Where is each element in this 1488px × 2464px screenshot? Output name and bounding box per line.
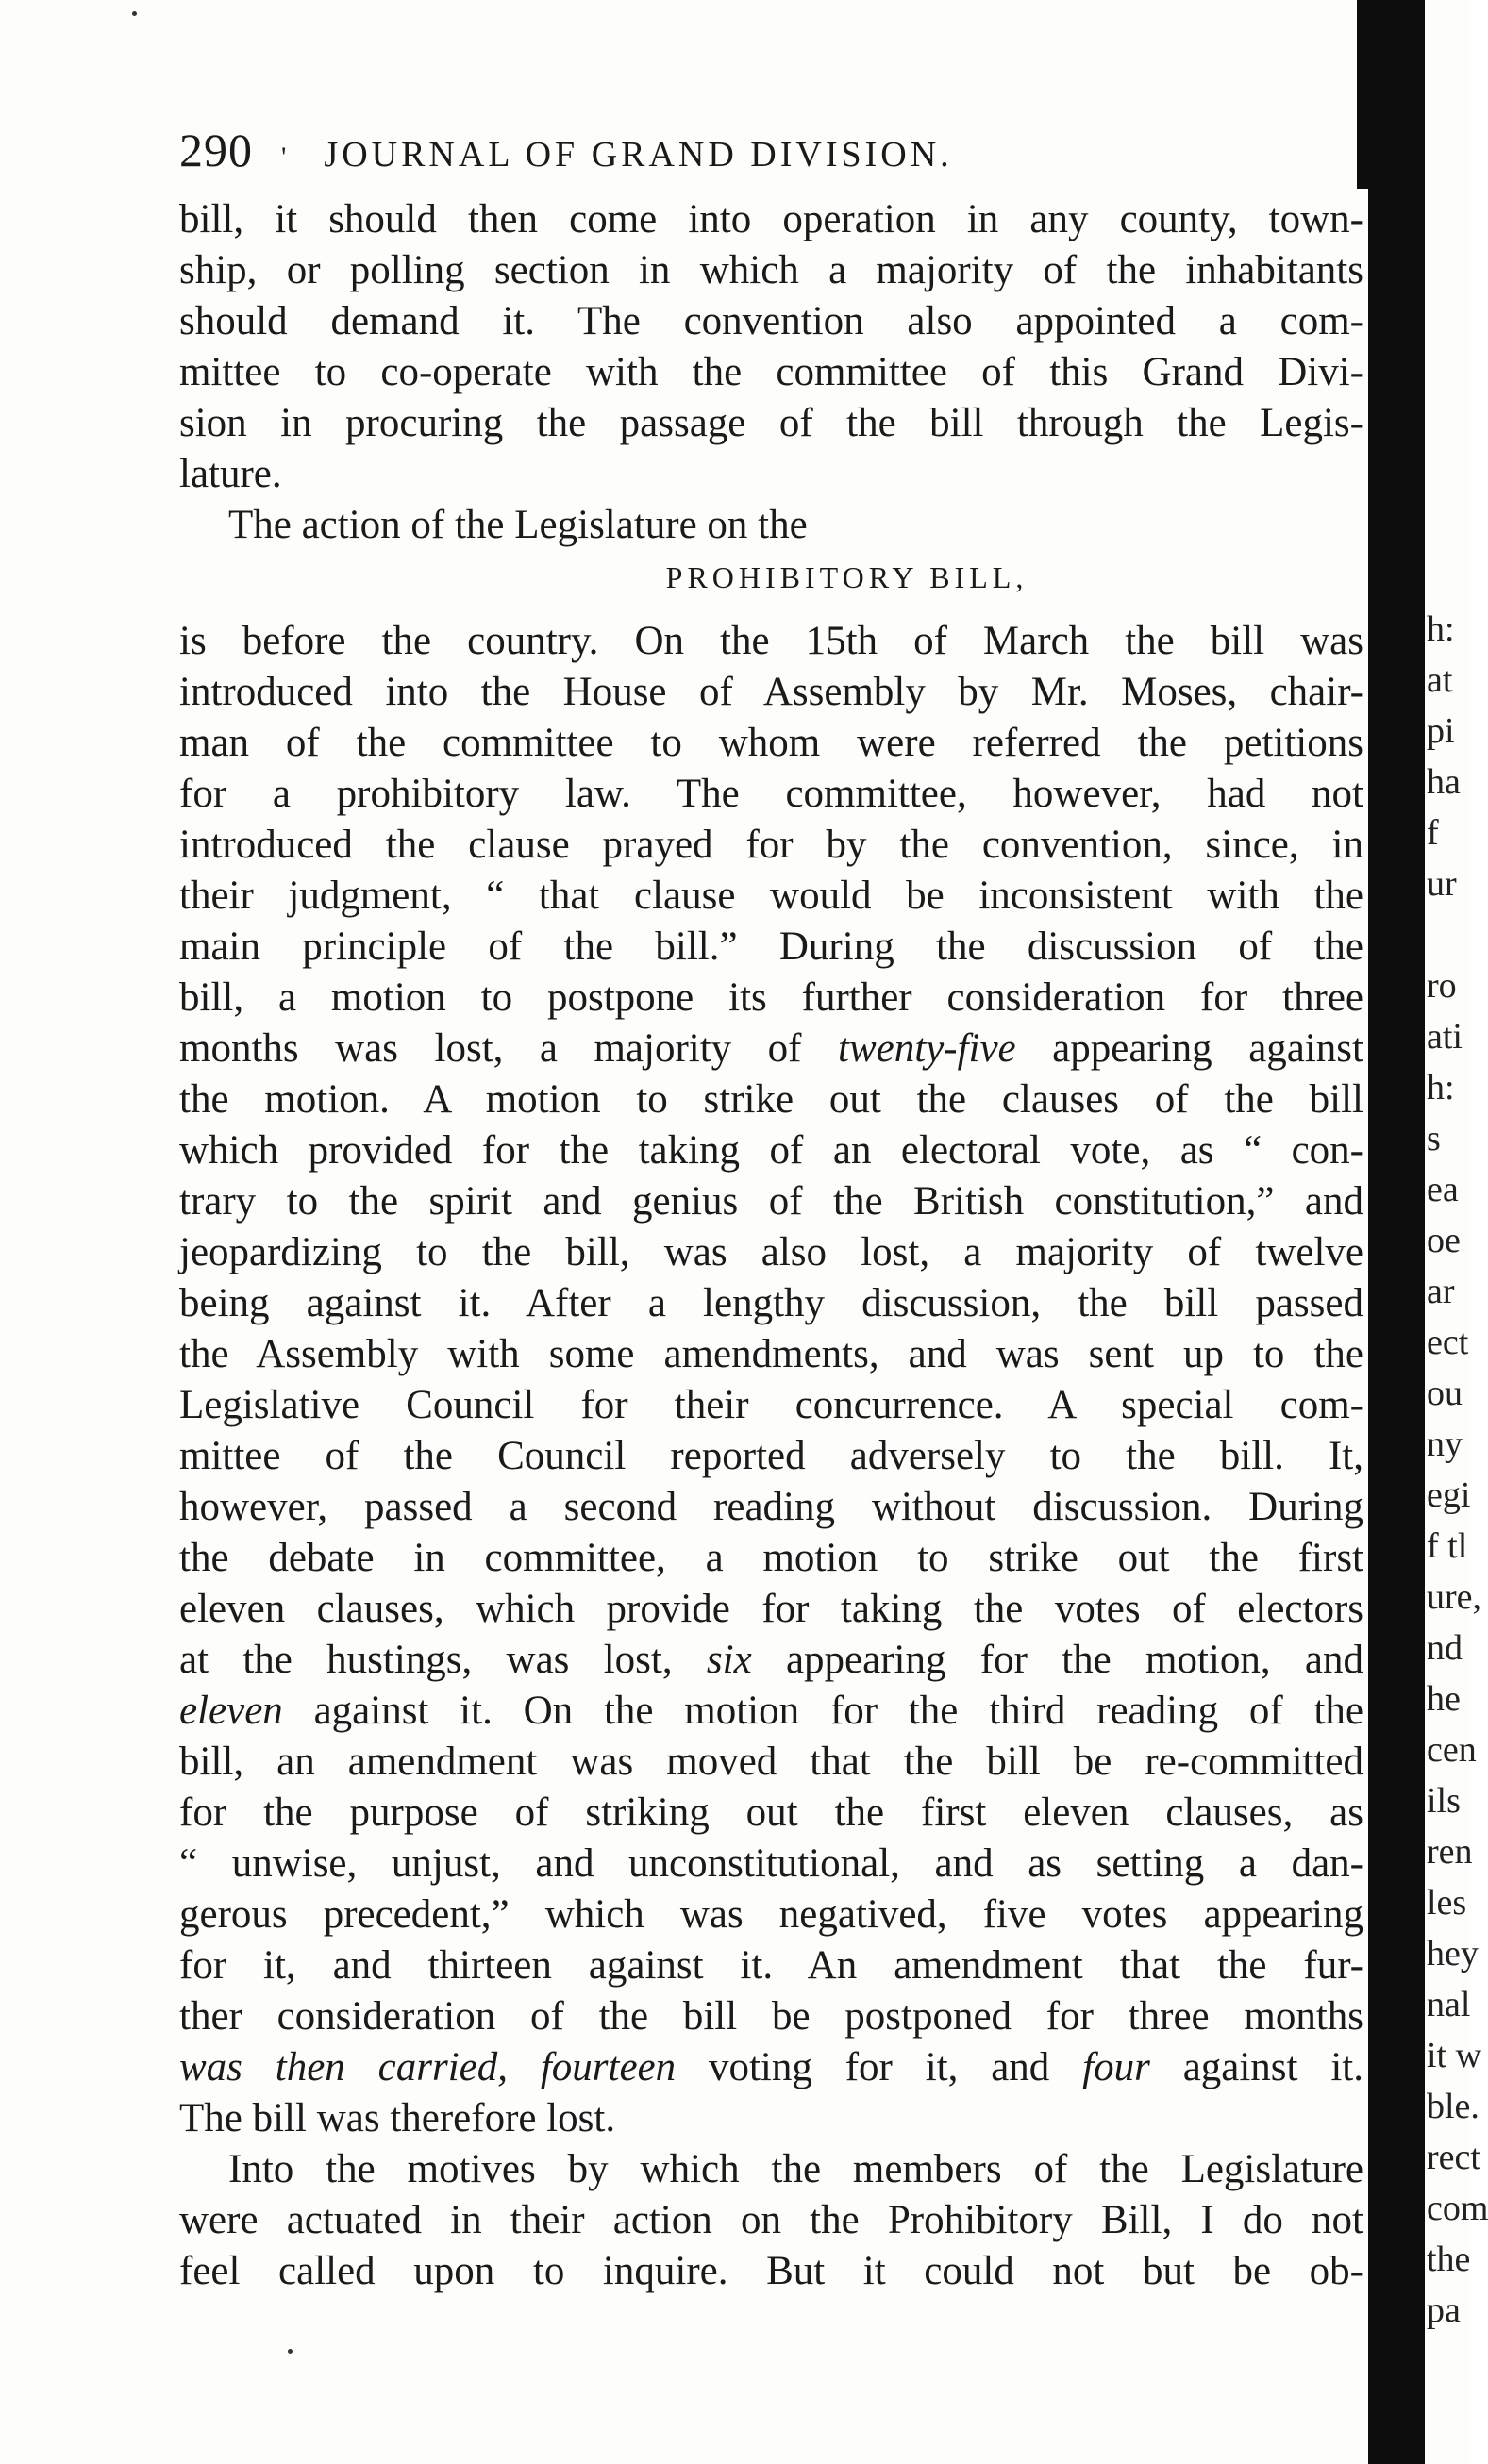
bleed-fragment: oe <box>1427 1221 1461 1260</box>
bleed-fragment: ati <box>1427 1017 1463 1057</box>
page-header <box>179 123 1363 177</box>
bleed-fragment: ils <box>1427 1781 1461 1821</box>
section-subheading: PROHIBITORY BILL, <box>665 560 1028 594</box>
text-line: the debate in committee, a motion to strike out the first <box>179 1536 1363 1580</box>
paragraph-legislature-action <box>179 500 1363 551</box>
bleed-fragment: the <box>1427 2239 1471 2279</box>
scan-edge-shadow <box>1368 0 1425 2464</box>
text-line: feel called upon to inquire. But it could not but be ob- <box>179 2249 1363 2293</box>
text-line: eleven clauses, which provide for taking the votes of electors <box>179 1587 1363 1631</box>
bleed-fragment: ha <box>1427 762 1461 802</box>
text-line: for the purpose of striking out the first eleven clauses, as <box>179 1790 1363 1835</box>
bleed-fragment: hey <box>1427 1934 1479 1973</box>
bleed-fragment: ur <box>1427 864 1457 904</box>
bleed-fragment: ure, <box>1427 1577 1482 1617</box>
text-line: which provided for the taking of an electoral vote, as “ con- <box>179 1128 1363 1173</box>
paragraph-continuation <box>179 194 1363 500</box>
paragraph-prohibitory-bill <box>179 616 1363 2144</box>
text-line: ship, or polling section in which a majority of the inhabitants <box>179 248 1363 292</box>
text-line: mittee of the Council reported adversely to the bill. It, <box>179 1434 1363 1478</box>
paragraph-motives <box>179 2144 1363 2297</box>
text-line: Into the motives by which the members of the Legislature <box>228 2147 1363 2191</box>
bleed-fragment: s <box>1427 1119 1441 1158</box>
text-line: was then carried, fourteen voting for it, and four against it. <box>179 2045 1363 2089</box>
text-line: months was lost, a majority of twenty-five appearing against <box>179 1026 1363 1071</box>
text-line: “ unwise, unjust, and unconstitutional, and as setting a dan- <box>179 1841 1363 1886</box>
bleed-fragment: ny <box>1427 1424 1463 1464</box>
text-column <box>179 123 1363 2297</box>
bleed-fragment <box>1427 909 1469 960</box>
bleed-fragment: ou <box>1427 1374 1463 1413</box>
bleed-fragment: ar <box>1427 1272 1455 1311</box>
text-line: trary to the spirit and genius of the British constitution,” and <box>179 1179 1363 1224</box>
scan-speck <box>132 11 137 16</box>
text-line: man of the committee to whom were referred the petitions <box>179 721 1363 765</box>
bleed-fragment: it w <box>1427 2036 1482 2075</box>
text-line: ther consideration of the bill be postponed for three months <box>179 1994 1363 2039</box>
bleed-fragment: ect <box>1427 1323 1469 1362</box>
bleed-fragment: les <box>1427 1883 1467 1923</box>
text-line: introduced into the House of Assembly by Mr. Moses, chair- <box>179 670 1363 714</box>
scan-speck <box>288 2349 293 2354</box>
text-line: bill, a motion to postpone its further consideration for three <box>179 975 1363 1020</box>
text-line: is before the country. On the 15th of March the bill was <box>179 619 1363 663</box>
bleed-fragment: nal <box>1427 1985 1471 2024</box>
text-line: sion in procuring the passage of the bill through the Legis- <box>179 401 1363 445</box>
text-line: mittee to co-operate with the committee of this Grand Divi- <box>179 350 1363 394</box>
bleed-fragment: cen <box>1427 1730 1477 1770</box>
text-line: for it, and thirteen against it. An amendment that the fur- <box>179 1943 1363 1988</box>
bleed-fragment: ea <box>1427 1170 1459 1209</box>
running-title: JOURNAL OF GRAND DIVISION. <box>324 135 953 175</box>
text-line: should demand it. The convention also appointed a com- <box>179 299 1363 343</box>
text-line: the Assembly with some amendments, and was sent up to the <box>179 1332 1363 1376</box>
bleed-fragment: ble. <box>1427 2087 1480 2126</box>
text-line: for a prohibitory law. The committee, however, had not <box>179 772 1363 816</box>
bleed-fragment: at <box>1427 660 1453 700</box>
page-number: 290 <box>179 124 253 176</box>
text-line: the motion. A motion to strike out the clauses of the bill <box>179 1077 1363 1122</box>
text-line: Legislative Council for their concurrence. A special com- <box>179 1383 1363 1427</box>
text-line: being against it. After a lengthy discussion, the bill passed <box>179 1281 1363 1325</box>
bleed-fragment: f <box>1427 813 1439 853</box>
text-line: were actuated in their action on the Prohibitory Bill, I do not <box>179 2198 1363 2242</box>
bleed-fragment: egi <box>1427 1475 1471 1515</box>
bleed-fragment: pa <box>1427 2290 1461 2330</box>
bleed-fragment: nd <box>1427 1628 1463 1668</box>
bleed-fragment: h: <box>1427 1068 1455 1107</box>
header-mark: ' <box>281 142 287 173</box>
text-line: eleven against it. On the motion for the third reading of the <box>179 1689 1363 1733</box>
bleed-fragment: pi <box>1427 711 1455 751</box>
bleed-fragment: he <box>1427 1679 1461 1719</box>
bleed-fragment: h: <box>1427 609 1455 649</box>
text-line: bill, it should then come into operation in any county, town- <box>179 197 1363 241</box>
bleed-fragment: ro <box>1427 966 1457 1006</box>
bleed-fragment: f tl <box>1427 1526 1468 1566</box>
text-line: gerous precedent,” which was negatived, five votes appearing <box>179 1892 1363 1937</box>
bleed-fragment: rect <box>1427 2138 1480 2177</box>
text-line: jeopardizing to the bill, was also lost, a majority of twelve <box>179 1230 1363 1274</box>
text-line: bill, an amendment was moved that the bill be re-committed <box>179 1740 1363 1784</box>
text-line: The action of the Legislature on the <box>228 503 808 547</box>
bleed-fragment: ren <box>1427 1832 1473 1872</box>
bleed-fragment: com <box>1427 2189 1488 2228</box>
text-line: The bill was therefore lost. <box>179 2096 616 2140</box>
text-line: however, passed a second reading without discussion. During <box>179 1485 1363 1529</box>
text-line: lature. <box>179 452 282 496</box>
text-line: introduced the clause prayed for by the convention, since, in <box>179 823 1363 867</box>
text-line: their judgment, “ that clause would be inconsistent with the <box>179 874 1363 918</box>
facing-page-bleed <box>1427 604 1488 2336</box>
text-line: at the hustings, was lost, six appearing for the motion, and <box>179 1638 1363 1682</box>
text-line: main principle of the bill.” During the discussion of the <box>179 924 1363 969</box>
